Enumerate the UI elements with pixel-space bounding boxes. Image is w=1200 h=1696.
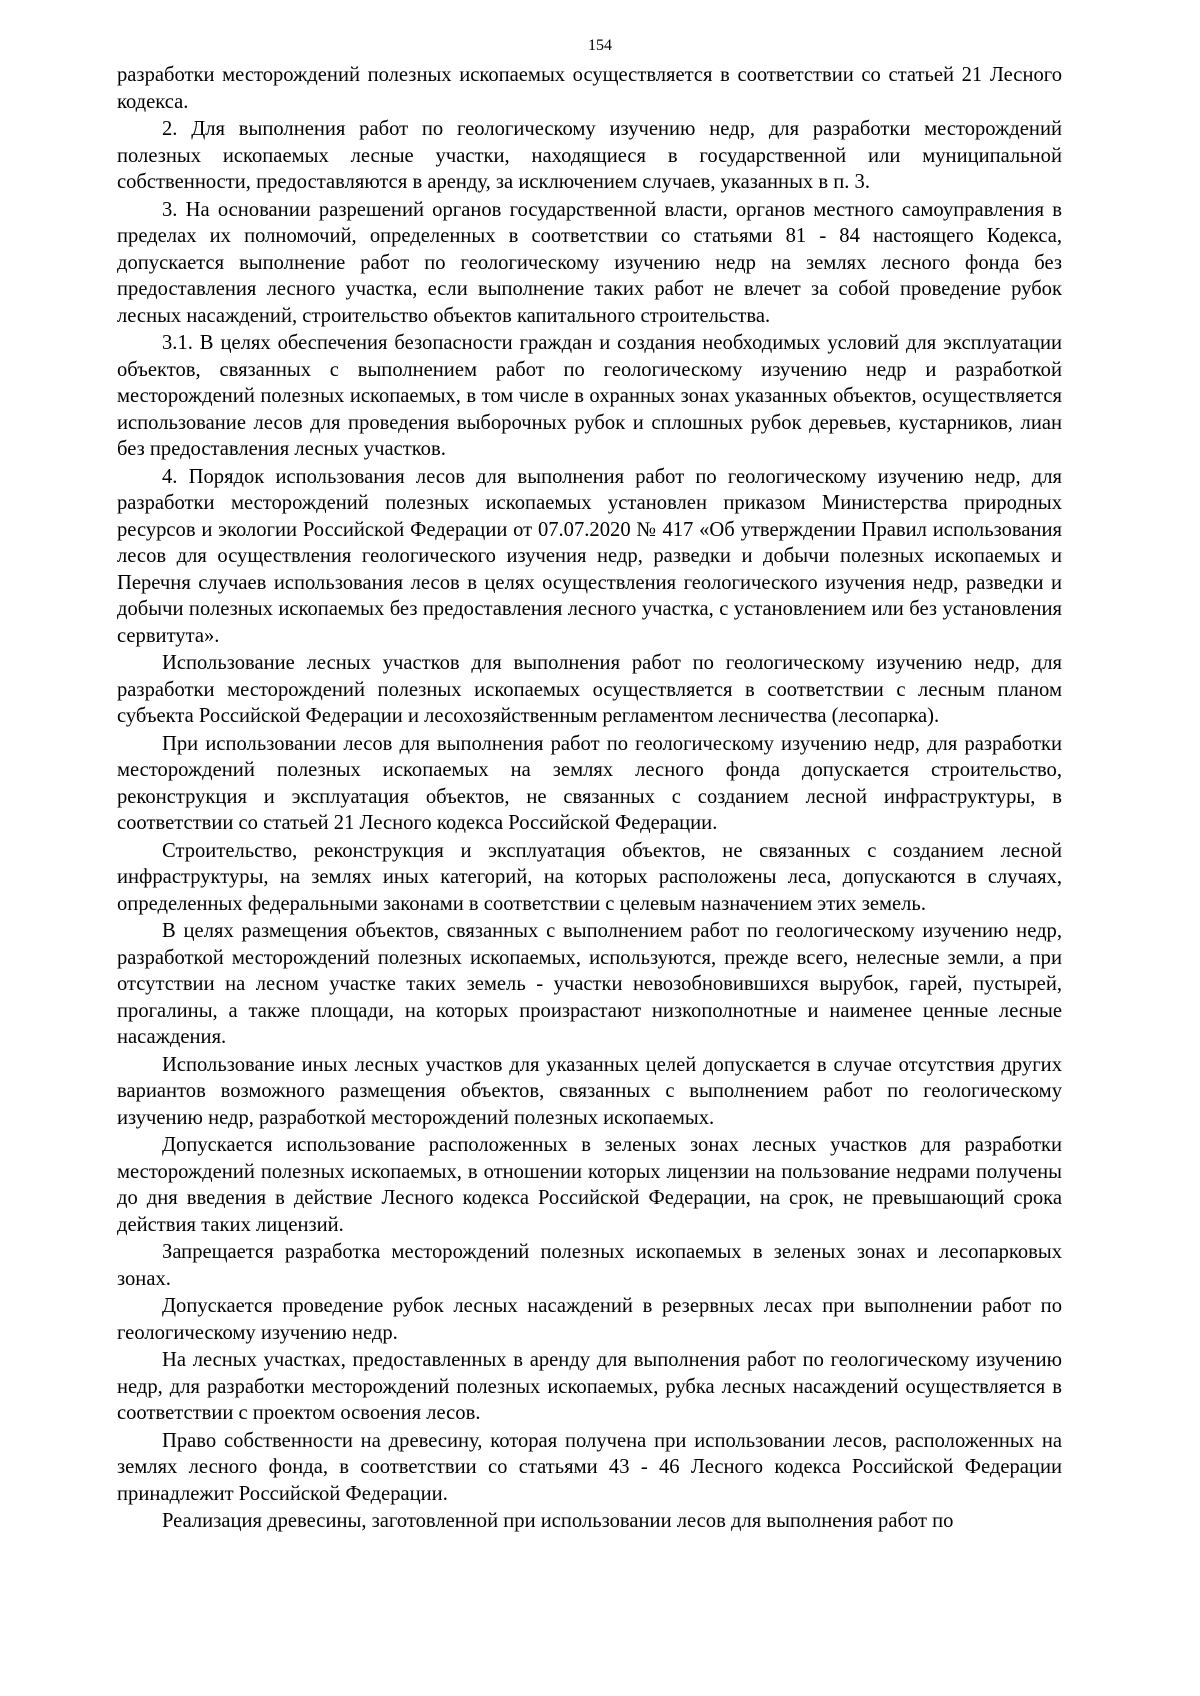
paragraph-leased-plots: На лесных участках, предоставленных в аренду для выполнения работ по геологическому изучению недр, для разработки месторождений полезных ископаемых, рубка лесных насаждений осуществляется в соответствии с проектом освоения лесов.	[117, 1349, 1062, 1424]
paragraph-object-placement: В целях размещения объектов, связанных с выполнением работ по геологическому изучению недр, разработкой месторождений полезных ископаемых, используются, прежде всего, нелесные земли, а при отсутствии на лесном участке таких земель - участки невозобновившихся вырубок, гарей, пустырей, прогалины, а также площади, на которых произрастают низкополнотные и наименее ценные лесные насаждения.	[117, 920, 1062, 1048]
paragraph-continuation: разработки месторождений полезных ископаемых осуществляется в соответствии со статьей 21 Лесного кодекса.	[117, 64, 1062, 113]
paragraph-other-plots: Использование иных лесных участков для указанных целей допускается в случае отсутствия других вариантов возможного размещения объектов, связанных с выполнением работ по геологическому изучению недр, разработкой месторождений полезных ископаемых.	[117, 1053, 1062, 1129]
paragraph-green-zones-prohibited: Запрещается разработка месторождений полезных ископаемых в зеленых зонах и лесопарковых зонах.	[117, 1241, 1062, 1290]
paragraph-construction-forest-fund: При использовании лесов для выполнения работ по геологическому изучению недр, для разработки месторождений полезных ископаемых на землях лесного фонда допускается строительство, реконструкция и эксплуатация объектов, не связанных с созданием лесной инфраструктуры, в соответствии со статьей 21 Лесного кодекса Российской Федерации.	[117, 732, 1062, 834]
paragraph-forest-plan: Использование лесных участков для выполнения работ по геологическому изучению недр, для разработки месторождений полезных ископаемых осуществляется в соответствии с лесным планом субъекта Российской Федерации и лесохозяйственным регламентом лесничества (лесопарка).	[117, 652, 1062, 727]
paragraph-item-4: 4. Порядок использования лесов для выполнения работ по геологическому изучению недр, для разработки месторождений полезных ископаемых установлен приказом Министерства природных ресурсов и экологии Российской Федерации от 07.07.2020 № 417 «Об утверждении Правил использования лесов для осуществления геологического изучения недр, разведки и добычи полезных ископаемых и Перечня случаев использования лесов в целях осуществления геологического изучения недр, разведки и добычи полезных ископаемых без предоставления лесного участка, с установлением или без установления сервитута».	[117, 465, 1062, 647]
paragraph-wood-sale: Реализация древесины, заготовленной при использовании лесов для выполнения работ по	[162, 1510, 954, 1532]
paragraph-reserve-forests: Допускается проведение рубок лесных насаждений в резервных лесах при выполнении работ по геологическому изучению недр.	[117, 1295, 1062, 1344]
page-number: 154	[588, 37, 612, 54]
paragraph-wood-ownership: Право собственности на древесину, которая получена при использовании лесов, расположенных на землях лесного фонда, в соответствии со статьями 43 - 46 Лесного кодекса Российской Федерации принадлежит Российской Федерации.	[117, 1429, 1062, 1505]
paragraph-item-2: 2. Для выполнения работ по геологическому изучению недр, для разработки месторождений полезных ископаемых лесные участки, находящиеся в государственной или муниципальной собственности, предоставляются в аренду, за исключением случаев, указанных в п. 3.	[117, 118, 1062, 193]
paragraph-item-3-1: 3.1. В целях обеспечения безопасности граждан и создания необходимых условий для эксплуатации объектов, связанных с выполнением работ по геологическому изучению недр и разработкой месторождений полезных ископаемых, в том числе в охранных зонах указанных объектов, осуществляется использование лесов для проведения выборочных рубок и сплошных рубок деревьев, кустарников, лиан без предоставления лесных участков.	[117, 332, 1062, 460]
paragraph-green-zones-allowed: Допускается использование расположенных в зеленых зонах лесных участков для разработки месторождений полезных ископаемых, в отношении которых лицензии на пользование недрами получены до дня введения в действие Лесного кодекса Российской Федерации, на срок, не превышающий срока действия таких лицензий.	[117, 1134, 1062, 1236]
paragraph-item-3: 3. На основании разрешений органов государственной власти, органов местного самоуправления в пределах их полномочий, определенных в соответствии со статьями 81 - 84 настоящего Кодекса, допускается выполнение работ по геологическому изучению недр на землях лесного фонда без предоставления лесного участка, если выполнение таких работ не влечет за собой проведение рубок лесных насаждений, строительство объектов капитального строительства.	[117, 198, 1062, 327]
document-body	[117, 62, 1062, 1536]
paragraph-construction-other-lands: Строительство, реконструкция и эксплуатация объектов, не связанных с созданием лесной инфраструктуры, на землях иных категорий, на которых расположены леса, допускаются в случаях, определенных федеральными законами в соответствии с целевым назначением этих земель.	[117, 839, 1062, 915]
